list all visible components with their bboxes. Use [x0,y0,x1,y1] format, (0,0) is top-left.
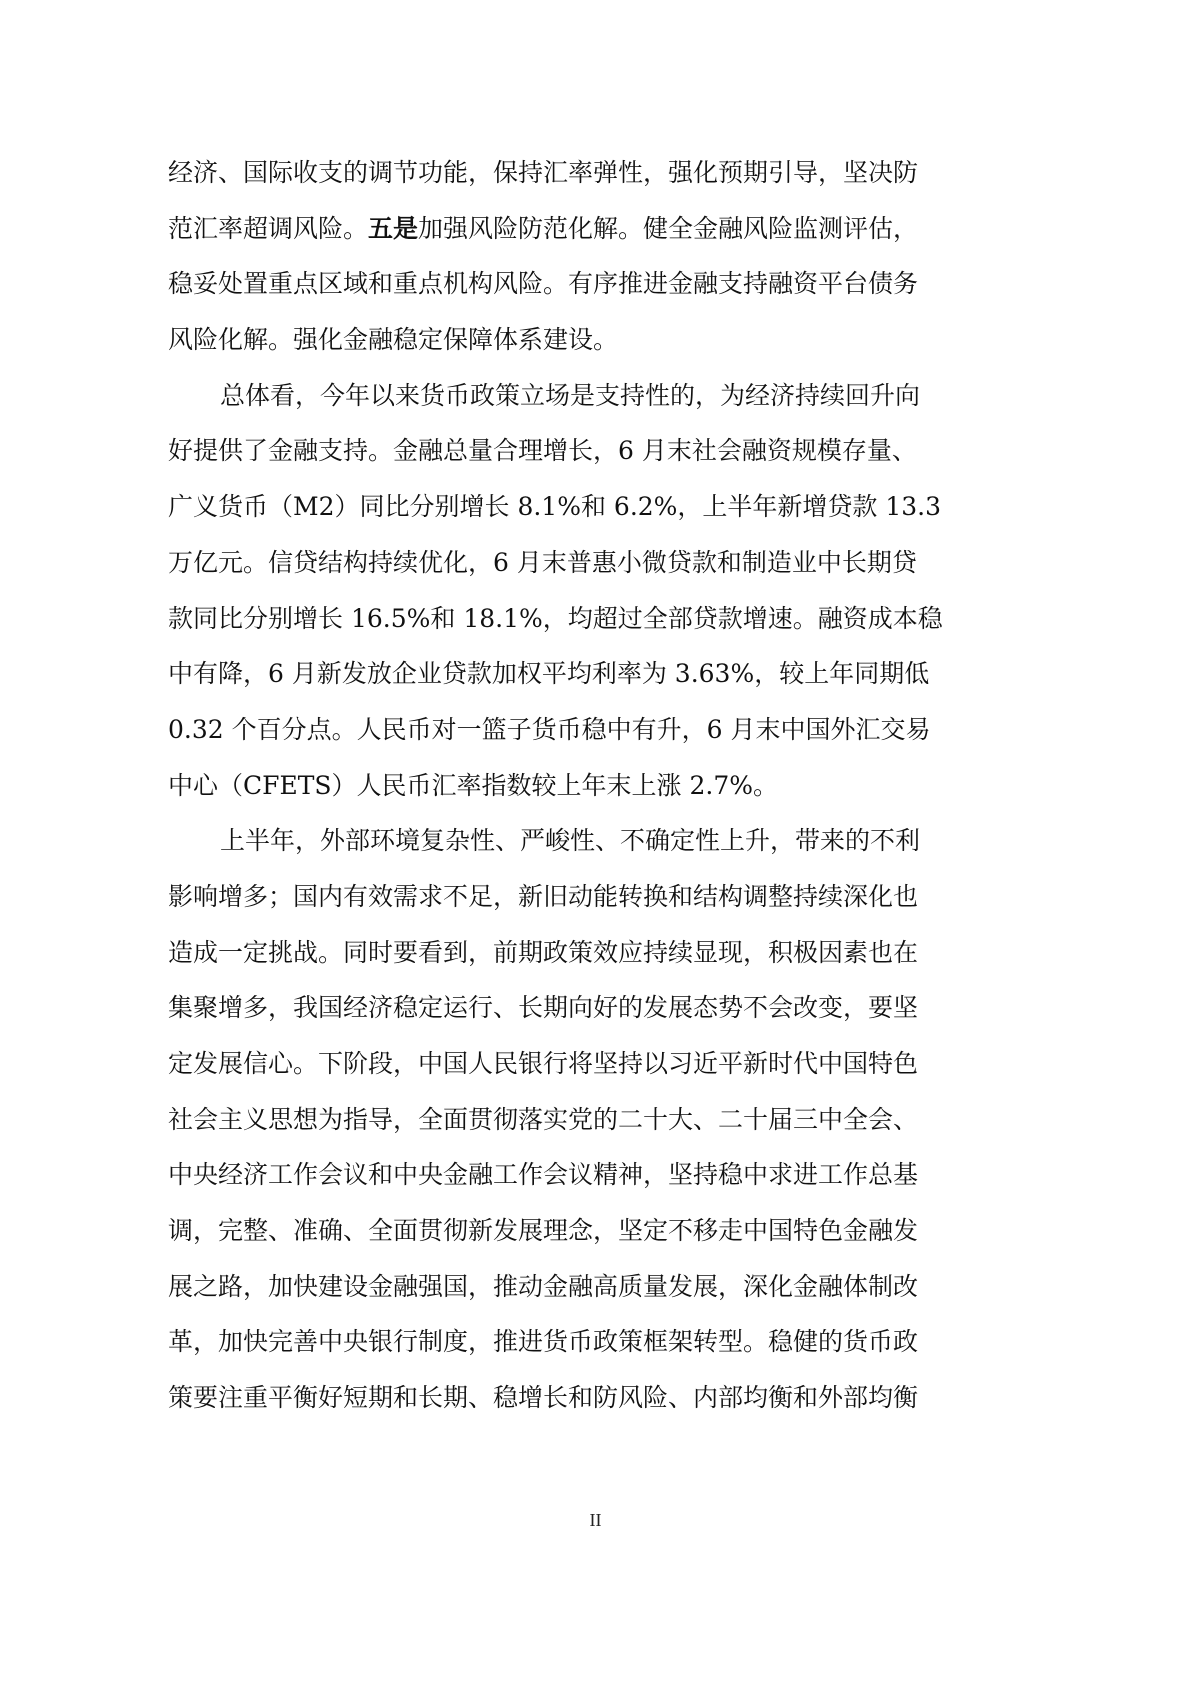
line-text: 展之路，加快建设金融强国，推动金融高质量发展，深化金融体制改 [168,1271,919,1301]
text-line [168,1264,944,1320]
text-line [168,1319,944,1375]
text-line [168,206,944,262]
line-text: 款同比分别增长 16.5%和 18.1%，均超过全部贷款增速。融资成本稳 [168,603,943,633]
line-text: 影响增多；国内有效需求不足，新旧动能转换和结构调整持续深化也 [168,881,919,911]
line-text: 中央经济工作会议和中央金融工作会议精神，坚持稳中求进工作总基 [168,1160,919,1190]
line-text: 0.32 个百分点。人民币对一篮子货币稳中有升，6 月末中国外汇交易 [168,714,931,744]
text-line [168,596,944,652]
line-text: 社会主义思想为指导，全面贯彻落实党的二十大、二十届三中全会、 [168,1104,919,1134]
text-line [168,874,944,930]
text-line [168,930,944,986]
text-line [168,317,944,373]
line-text: 调，完整、准确、全面贯彻新发展理念，坚定不移走中国特色金融发 [168,1216,919,1246]
text-line [168,1208,944,1264]
page-number: II [589,1510,602,1530]
text-line [168,373,944,429]
text-line [168,150,944,206]
line-text [168,206,918,262]
line-text: 稳妥处置重点区域和重点机构风险。有序推进金融支持融资平台债务 [168,269,919,299]
text-line [168,1041,944,1097]
text-line [168,484,944,540]
text-line [168,428,944,484]
line-text-segment: 范汇率超调风险。 [168,213,369,243]
line-text: 万亿元。信贷结构持续优化，6 月末普惠小微贷款和制造业中长期贷 [168,547,917,577]
text-line [168,261,944,317]
line-text: 集聚增多，我国经济稳定运行、长期向好的发展态势不会改变，要坚 [168,993,919,1023]
line-text: 革，加快完善中央银行制度，推进货币政策框架转型。稳健的货币政 [168,1327,919,1357]
text-line [168,651,944,707]
text-line [168,540,944,596]
line-text: 策要注重平衡好短期和长期、稳增长和防风险、内部均衡和外部均衡 [168,1383,919,1413]
line-text: 上半年，外部环境复杂性、严峻性、不确定性上升，带来的不利 [220,826,921,856]
line-text: 中有降，6 月新发放企业贷款加权平均利率为 3.63%，较上年同期低 [168,659,930,689]
text-line [168,1375,944,1431]
line-text: 广义货币（M2）同比分别增长 8.1%和 6.2%，上半年新增贷款 13.3 [168,492,942,522]
line-text: 风险化解。强化金融稳定保障体系建设。 [168,325,619,355]
text-line [168,818,944,874]
text-line [168,763,944,819]
bold-lead: 五是 [368,213,419,243]
line-text-segment: 加强风险防范化解。健全金融风险监测评估， [418,213,919,243]
body-text [168,150,944,1431]
line-text: 好提供了金融支持。金融总量合理增长，6 月末社会融资规模存量、 [168,436,917,466]
line-text: 定发展信心。下阶段，中国人民银行将坚持以习近平新时代中国特色 [168,1049,919,1078]
line-text: 中心（CFETS）人民币汇率指数较上年末上涨 2.7%。 [168,770,778,800]
line-text: 经济、国际收支的调节功能，保持汇率弹性，强化预期引导，坚决防 [168,158,919,187]
line-text: 造成一定挑战。同时要看到，前期政策效应持续显现，积极因素也在 [168,937,919,967]
text-line [168,1097,944,1153]
line-text: 总体看，今年以来货币政策立场是支持性的，为经济持续回升向 [220,380,921,410]
text-line [168,707,944,763]
text-line [168,985,944,1041]
text-line [168,1152,944,1208]
